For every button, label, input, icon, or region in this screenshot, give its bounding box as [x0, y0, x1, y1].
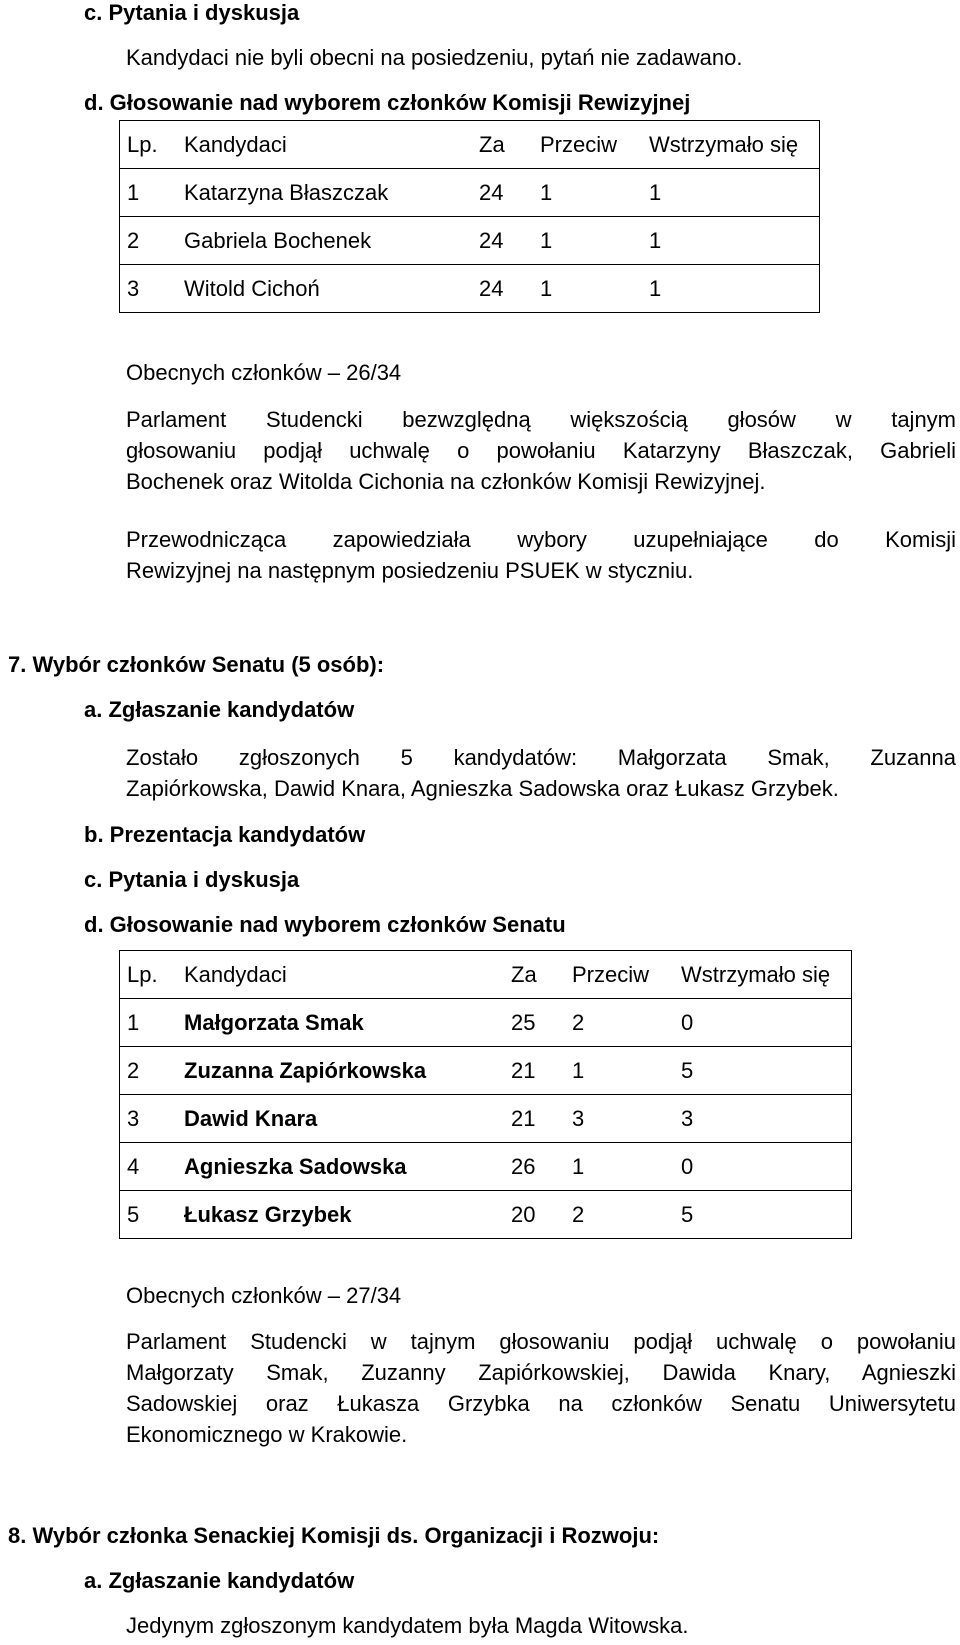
header-candidates: Kandydaci	[177, 951, 504, 999]
section7-c-heading: c. Pytania i dyskusja	[84, 867, 300, 892]
cell-against: 2	[565, 1191, 674, 1239]
cell-candidate: Łukasz Grzybek	[177, 1191, 504, 1239]
header-lp: Lp.	[120, 121, 178, 169]
section7-heading: 7. Wybór członków Senatu (5 osób):	[8, 652, 385, 677]
table-row	[120, 265, 820, 313]
header-for: Za	[504, 951, 565, 999]
cell-abstain: 5	[674, 1047, 852, 1095]
section6-c-heading: c. Pytania i dyskusja	[84, 0, 300, 25]
cell-candidate: Katarzyna Błaszczak	[177, 169, 472, 217]
cell-for: 26	[504, 1143, 565, 1191]
cell-against: 1	[565, 1143, 674, 1191]
commission-vote-table	[119, 120, 820, 313]
announcement-paragraph	[126, 524, 956, 586]
table-row	[120, 217, 820, 265]
section6-d-heading: d. Głosowanie nad wyborem członków Komisji Rewizyjnej	[84, 90, 691, 115]
header-candidates: Kandydaci	[177, 121, 472, 169]
table-header-row	[120, 951, 852, 999]
section8-heading: 8. Wybór członka Senackiej Komisji ds. Organizacji i Rozwoju:	[8, 1523, 660, 1548]
paragraph-line: Parlament Studencki bezwzględną większością głosów w tajnym	[126, 407, 956, 432]
paragraph-line: Parlament Studencki w tajnym głosowaniu podjął uchwalę o powołaniu	[126, 1329, 956, 1354]
cell-abstain: 1	[642, 169, 820, 217]
table-row	[120, 999, 852, 1047]
paragraph-line: Małgorzaty Smak, Zuzanny Zapiórkowskiej, Dawida Knary, Agnieszki	[126, 1360, 956, 1385]
cell-lp: 3	[120, 1095, 178, 1143]
cell-for: 20	[504, 1191, 565, 1239]
cell-against: 1	[565, 1047, 674, 1095]
cell-against: 1	[533, 265, 642, 313]
section7-b-heading: b. Prezentacja kandydatów	[84, 822, 366, 847]
cell-lp: 1	[120, 999, 178, 1047]
section8-a-text: Jedynym zgłoszonym kandydatem była Magda Witowska.	[126, 1613, 689, 1638]
cell-abstain: 3	[674, 1095, 852, 1143]
table-row	[120, 169, 820, 217]
cell-candidate: Agnieszka Sadowska	[177, 1143, 504, 1191]
cell-against: 1	[533, 217, 642, 265]
section7-a-paragraph	[126, 742, 956, 804]
paragraph-line: Sadowskiej oraz Łukasza Grzybka na członków Senatu Uniwersytetu	[126, 1391, 956, 1416]
table-row	[120, 1143, 852, 1191]
paragraph-line: Ekonomicznego w Krakowie.	[126, 1422, 408, 1447]
cell-abstain: 5	[674, 1191, 852, 1239]
cell-against: 2	[565, 999, 674, 1047]
cell-for: 25	[504, 999, 565, 1047]
header-against: Przeciw	[533, 121, 642, 169]
table-row	[120, 1191, 852, 1239]
present-members-6: Obecnych członków – 26/34	[126, 360, 402, 385]
cell-for: 24	[472, 217, 533, 265]
paragraph-line: Zapiórkowska, Dawid Knara, Agnieszka Sadowska oraz Łukasz Grzybek.	[126, 776, 839, 801]
cell-against: 1	[533, 169, 642, 217]
header-abstain: Wstrzymało się	[642, 121, 820, 169]
section7-a-heading: a. Zgłaszanie kandydatów	[84, 697, 355, 722]
cell-abstain: 0	[674, 999, 852, 1047]
paragraph-line: Bochenek oraz Witolda Cichonia na członków Komisji Rewizyjnej.	[126, 469, 766, 494]
section8-a-heading: a. Zgłaszanie kandydatów	[84, 1568, 355, 1593]
section6-c-text: Kandydaci nie byli obecni na posiedzeniu, pytań nie zadawano.	[126, 45, 743, 70]
header-against: Przeciw	[565, 951, 674, 999]
cell-abstain: 1	[642, 217, 820, 265]
paragraph-line: głosowaniu podjął uchwalę o powołaniu Katarzyny Błaszczak, Gabrieli	[126, 438, 956, 463]
cell-for: 24	[472, 265, 533, 313]
cell-candidate: Witold Cichoń	[177, 265, 472, 313]
cell-against: 3	[565, 1095, 674, 1143]
present-members-7: Obecnych członków – 27/34	[126, 1283, 402, 1308]
cell-for: 21	[504, 1095, 565, 1143]
paragraph-line: Zostało zgłoszonych 5 kandydatów: Małgorzata Smak, Zuzanna	[126, 745, 956, 770]
cell-candidate: Zuzanna Zapiórkowska	[177, 1047, 504, 1095]
cell-candidate: Gabriela Bochenek	[177, 217, 472, 265]
cell-lp: 5	[120, 1191, 178, 1239]
header-lp: Lp.	[120, 951, 178, 999]
header-for: Za	[472, 121, 533, 169]
resolution-paragraph-6	[126, 404, 956, 497]
cell-abstain: 1	[642, 265, 820, 313]
cell-lp: 3	[120, 265, 178, 313]
cell-for: 21	[504, 1047, 565, 1095]
resolution-paragraph-7	[126, 1326, 956, 1450]
table-header-row	[120, 121, 820, 169]
table-row	[120, 1047, 852, 1095]
section7-d-heading: d. Głosowanie nad wyborem członków Senatu	[84, 912, 566, 937]
senate-vote-table	[119, 950, 852, 1239]
cell-candidate: Dawid Knara	[177, 1095, 504, 1143]
paragraph-line: Przewodnicząca zapowiedziała wybory uzupełniające do Komisji	[126, 527, 956, 552]
cell-lp: 2	[120, 217, 178, 265]
paragraph-line: Rewizyjnej na następnym posiedzeniu PSUEK w styczniu.	[126, 558, 694, 583]
cell-lp: 2	[120, 1047, 178, 1095]
cell-lp: 4	[120, 1143, 178, 1191]
cell-candidate: Małgorzata Smak	[177, 999, 504, 1047]
header-abstain: Wstrzymało się	[674, 951, 852, 999]
cell-for: 24	[472, 169, 533, 217]
cell-lp: 1	[120, 169, 178, 217]
table-row	[120, 1095, 852, 1143]
cell-abstain: 0	[674, 1143, 852, 1191]
